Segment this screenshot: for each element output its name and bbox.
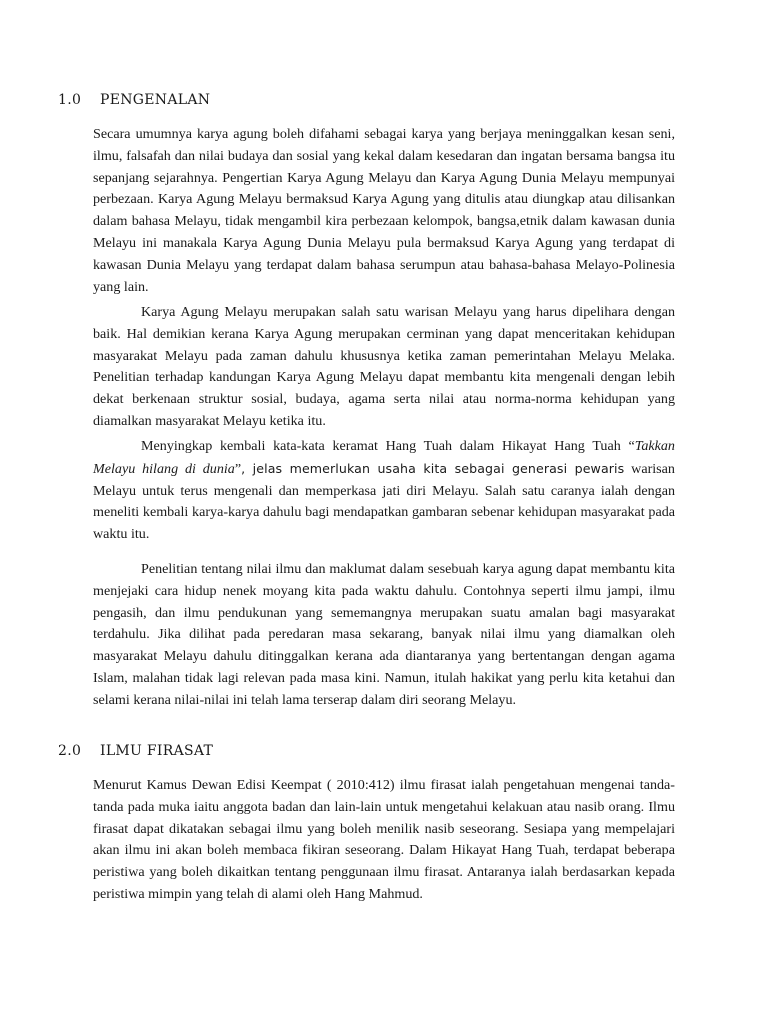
quote-open: “	[628, 438, 635, 454]
section-title: PENGENALAN	[100, 92, 211, 108]
section-title: ILMU FIRASAT	[100, 743, 214, 759]
paragraph-intro-3	[93, 436, 675, 546]
section-heading-ilmu-firasat	[58, 743, 213, 759]
paragraph-text: Menyingkap kembali kata-kata keramat Hang Tuah dalam Hikayat Hang Tuah	[141, 438, 621, 454]
paragraph-text: warisan Melayu untuk terus mengenali dan memperkasa jati diri Melayu. Salah satu caranya ialah dengan meneliti kembali karya-karya dahulu bagi mendapatkan gambaran sebenar kehidupan masyarakat pada waktu itu.	[93, 460, 675, 543]
section-heading-pengenalan	[58, 92, 210, 108]
paragraph-firasat-1: Menurut Kamus Dewan Edisi Keempat ( 2010:412) ilmu firasat ialah pengetahuan mengenai tanda-tanda pada muka iaitu anggota badan dan lain-lain untuk mengetahui kelakuan atau nasib orang. Ilmu firasat dapat dikatakan sebagai ilmu yang boleh menilik nasib seseorang. Sesiapa yang mempelajari akan ilmu ini akan boleh membaca fikiran seseorang. Dalam Hikayat Hang Tuah, terdapat beberapa peristiwa yang boleh dikaitkan tentang penggunaan ilmu firasat. Antaranya ialah berdasarkan kepada peristiwa mimpin yang telah di alami oleh Hang Mahmud.	[93, 777, 675, 902]
quote-close: ”	[234, 460, 242, 477]
paragraph-text: , jelas memerlukan usaha kita sebagai generasi pewaris	[241, 460, 625, 476]
quoted-phrase: Takkan Melayu hilang di dunia	[93, 438, 675, 477]
paragraph-intro-1: Secara umumnya karya agung boleh difahami sebagai karya yang berjaya meninggalkan kesan seni, ilmu, falsafah dan nilai budaya dan sosial yang kekal dalam kesedaran dan ingatan bersama bangsa itu sepanjang sejarahnya. Pengertian Karya Agung Melayu dan Karya Agung Dunia Melayu mempunyai perbezaan. Karya Agung Melayu bermaksud Karya Agung yang ditulis atau diungkap atau dilisankan dalam bahasa Melayu, tidak mengambil kira perbezaan kelompok, bangsa,etnik dalam kawasan dunia Melayu ini manakala Karya Agung Dunia Melayu pula bermaksud Karya Agung yang terdapat di kawasan Dunia Melayu yang terdapat dalam bahasa serumpun atau bahasa-bahasa Melayo-Polinesia yang lain.	[93, 126, 675, 295]
section-number: 1.0	[58, 92, 82, 108]
section-number: 2.0	[58, 743, 82, 759]
paragraph-intro-4: Penelitian tentang nilai ilmu dan maklumat dalam sesebuah karya agung dapat membantu kita menjejaki cara hidup nenek moyang kita pada waktu dahulu. Contohnya seperti ilmu jampi, ilmu pengasih, dan ilmu pendukunan yang sememangnya merupakan suatu amalan bagi masyarakat terdahulu. Jika dilihat pada peredaran masa sekarang, banyak nilai ilmu yang diamalkan oleh masyarakat Melayu dahulu ditinggalkan kerana ada diantaranya yang bertentangan dengan agama Islam, malahan tidak lagi relevan pada masa kini. Namun, itulah hakikat yang perlu kita ketahui dan selami kerana nilai-nilai ini telah lama terserap dalam diri seorang Melayu.	[93, 561, 675, 708]
paragraph-intro-2: Karya Agung Melayu merupakan salah satu warisan Melayu yang harus dipelihara dengan baik. Hal demikian kerana Karya Agung merupakan cerminan yang dapat menceritakan kehidupan masyarakat Melayu pada zaman dahulu khususnya ketika zaman pemerintahan Melayu Melaka. Penelitian terhadap kandungan Karya Agung Melayu dapat membantu kita mengenali dengan lebih dekat berkenaan struktur sosial, budaya, agama serta nilai atau norma-norma kehidupan yang diamalkan masyarakat Melayu ketika itu.	[93, 304, 675, 429]
